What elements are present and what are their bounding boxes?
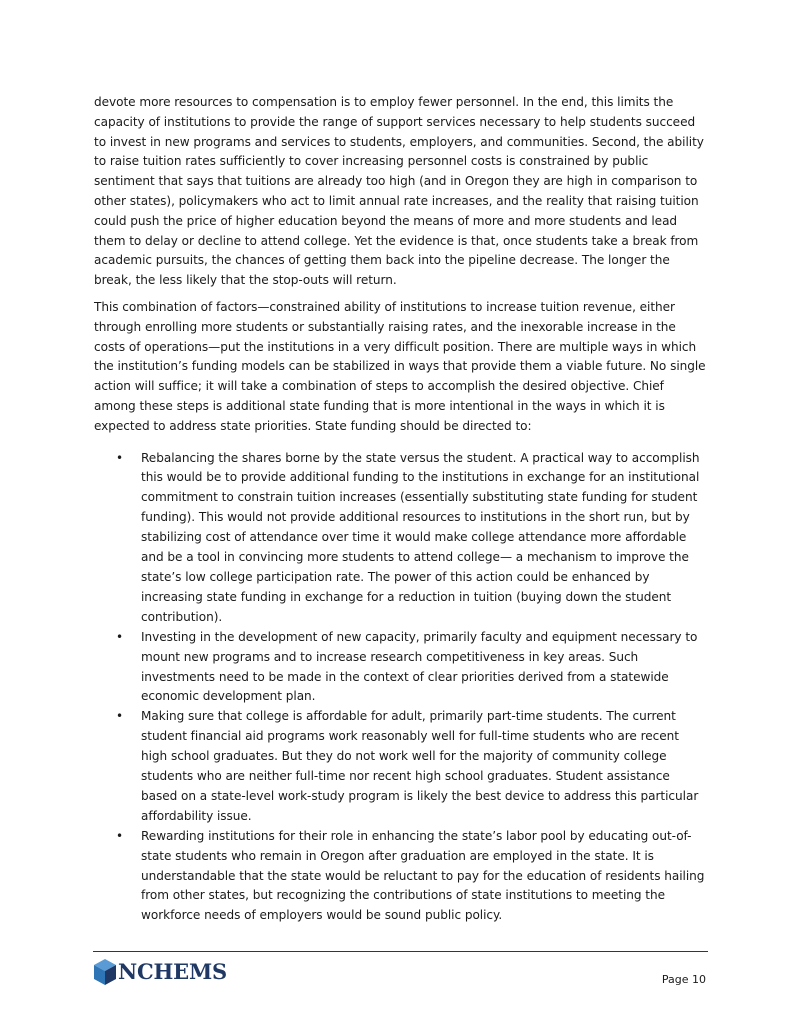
list-item-text: Investing in the development of new capacity, primarily faculty and equipment necessary to mount new programs and to increase research competitiveness in key areas. Such investments need to be made in the context of clear priorities derived from a statewide economic development plan. <box>141 629 698 704</box>
bullet-icon: • <box>116 709 124 724</box>
logo-text: NCHEMS <box>118 959 227 984</box>
list-item-text: Making sure that college is affordable for adult, primarily part-time students. The current student financial aid programs work reasonably well for full-time students who are recent high school graduates. But they do not work well for the majority of community college students who are neither full-time nor recent high school graduates. Student assistance based on a state-level work-study program is likely the best device to address this particular affordability issue. <box>141 709 699 823</box>
list-item <box>94 449 708 628</box>
list-item <box>94 707 708 826</box>
cube-icon <box>93 958 117 986</box>
paragraph: devote more resources to compensation is to employ fewer personnel. In the end, this limits the capacity of institutions to provide the range of support services necessary to help students succeed to invest in new programs and services to students, employers, and communities. Second, the ability to raise tuition rates sufficiently to cover increasing personnel costs is constrained by public sentiment that says that tuitions are already too high (and in Oregon they are high in comparison to other states), policymakers who act to limit annual rate increases, and the reality that raising tuition could push the price of higher education beyond the means of more and more students and lead them to delay or decline to attend college. Yet the evidence is that, once students take a break from academic pursuits, the chances of getting them back into the pipeline decrease. The longer the break, the less likely that the stop-outs will return. <box>94 95 704 288</box>
paragraph: This combination of factors—constrained ability of institutions to increase tuition revenue, either through enrolling more students or substantially raising rates, and the inexorable increase in the costs of operations—put the institutions in a very difficult position. There are multiple ways in which the institution’s funding models can be stabilized in ways that provide them a viable future. No single action will suffice; it will take a combination of steps to accomplish the desired objective. Chief among these steps is additional state funding that is more intentional in the ways in which it is expected to address state priorities. State funding should be directed to: <box>94 299 706 433</box>
bullet-icon: • <box>116 828 124 843</box>
bullet-icon: • <box>116 629 124 644</box>
list-item-text: Rebalancing the shares borne by the state versus the student. A practical way to accomplish this would be to provide additional funding to the institutions in exchange for an institutional commitment to constrain tuition increases (essentially substituting state funding for student funding). This would not provide additional resources to institutions in the short run, but by stabilizing cost of attendance over time it would make college attendance more affordable and be a tool in convincing more students to attend college— a mechanism to improve the state’s low college participation rate. The power of this action could be enhanced by increasing state funding in exchange for a reduction in tuition (buying down the student contribution). <box>141 450 700 624</box>
footer-divider <box>93 951 708 952</box>
list-item <box>94 827 708 927</box>
list-item <box>94 628 708 708</box>
bullet-list <box>94 449 708 927</box>
nchems-logo <box>93 958 227 986</box>
bullet-icon: • <box>116 450 124 465</box>
document-body <box>94 93 708 926</box>
page-number: Page 10 <box>661 973 706 986</box>
list-item-text: Rewarding institutions for their role in enhancing the state’s labor pool by educating out-of-state students who remain in Oregon after graduation are employed in the state. It is understandable that the state would be reluctant to pay for the education of residents hailing from other states, but recognizing the contributions of state institutions to meeting the workforce needs of employers would be sound public policy. <box>141 828 705 923</box>
